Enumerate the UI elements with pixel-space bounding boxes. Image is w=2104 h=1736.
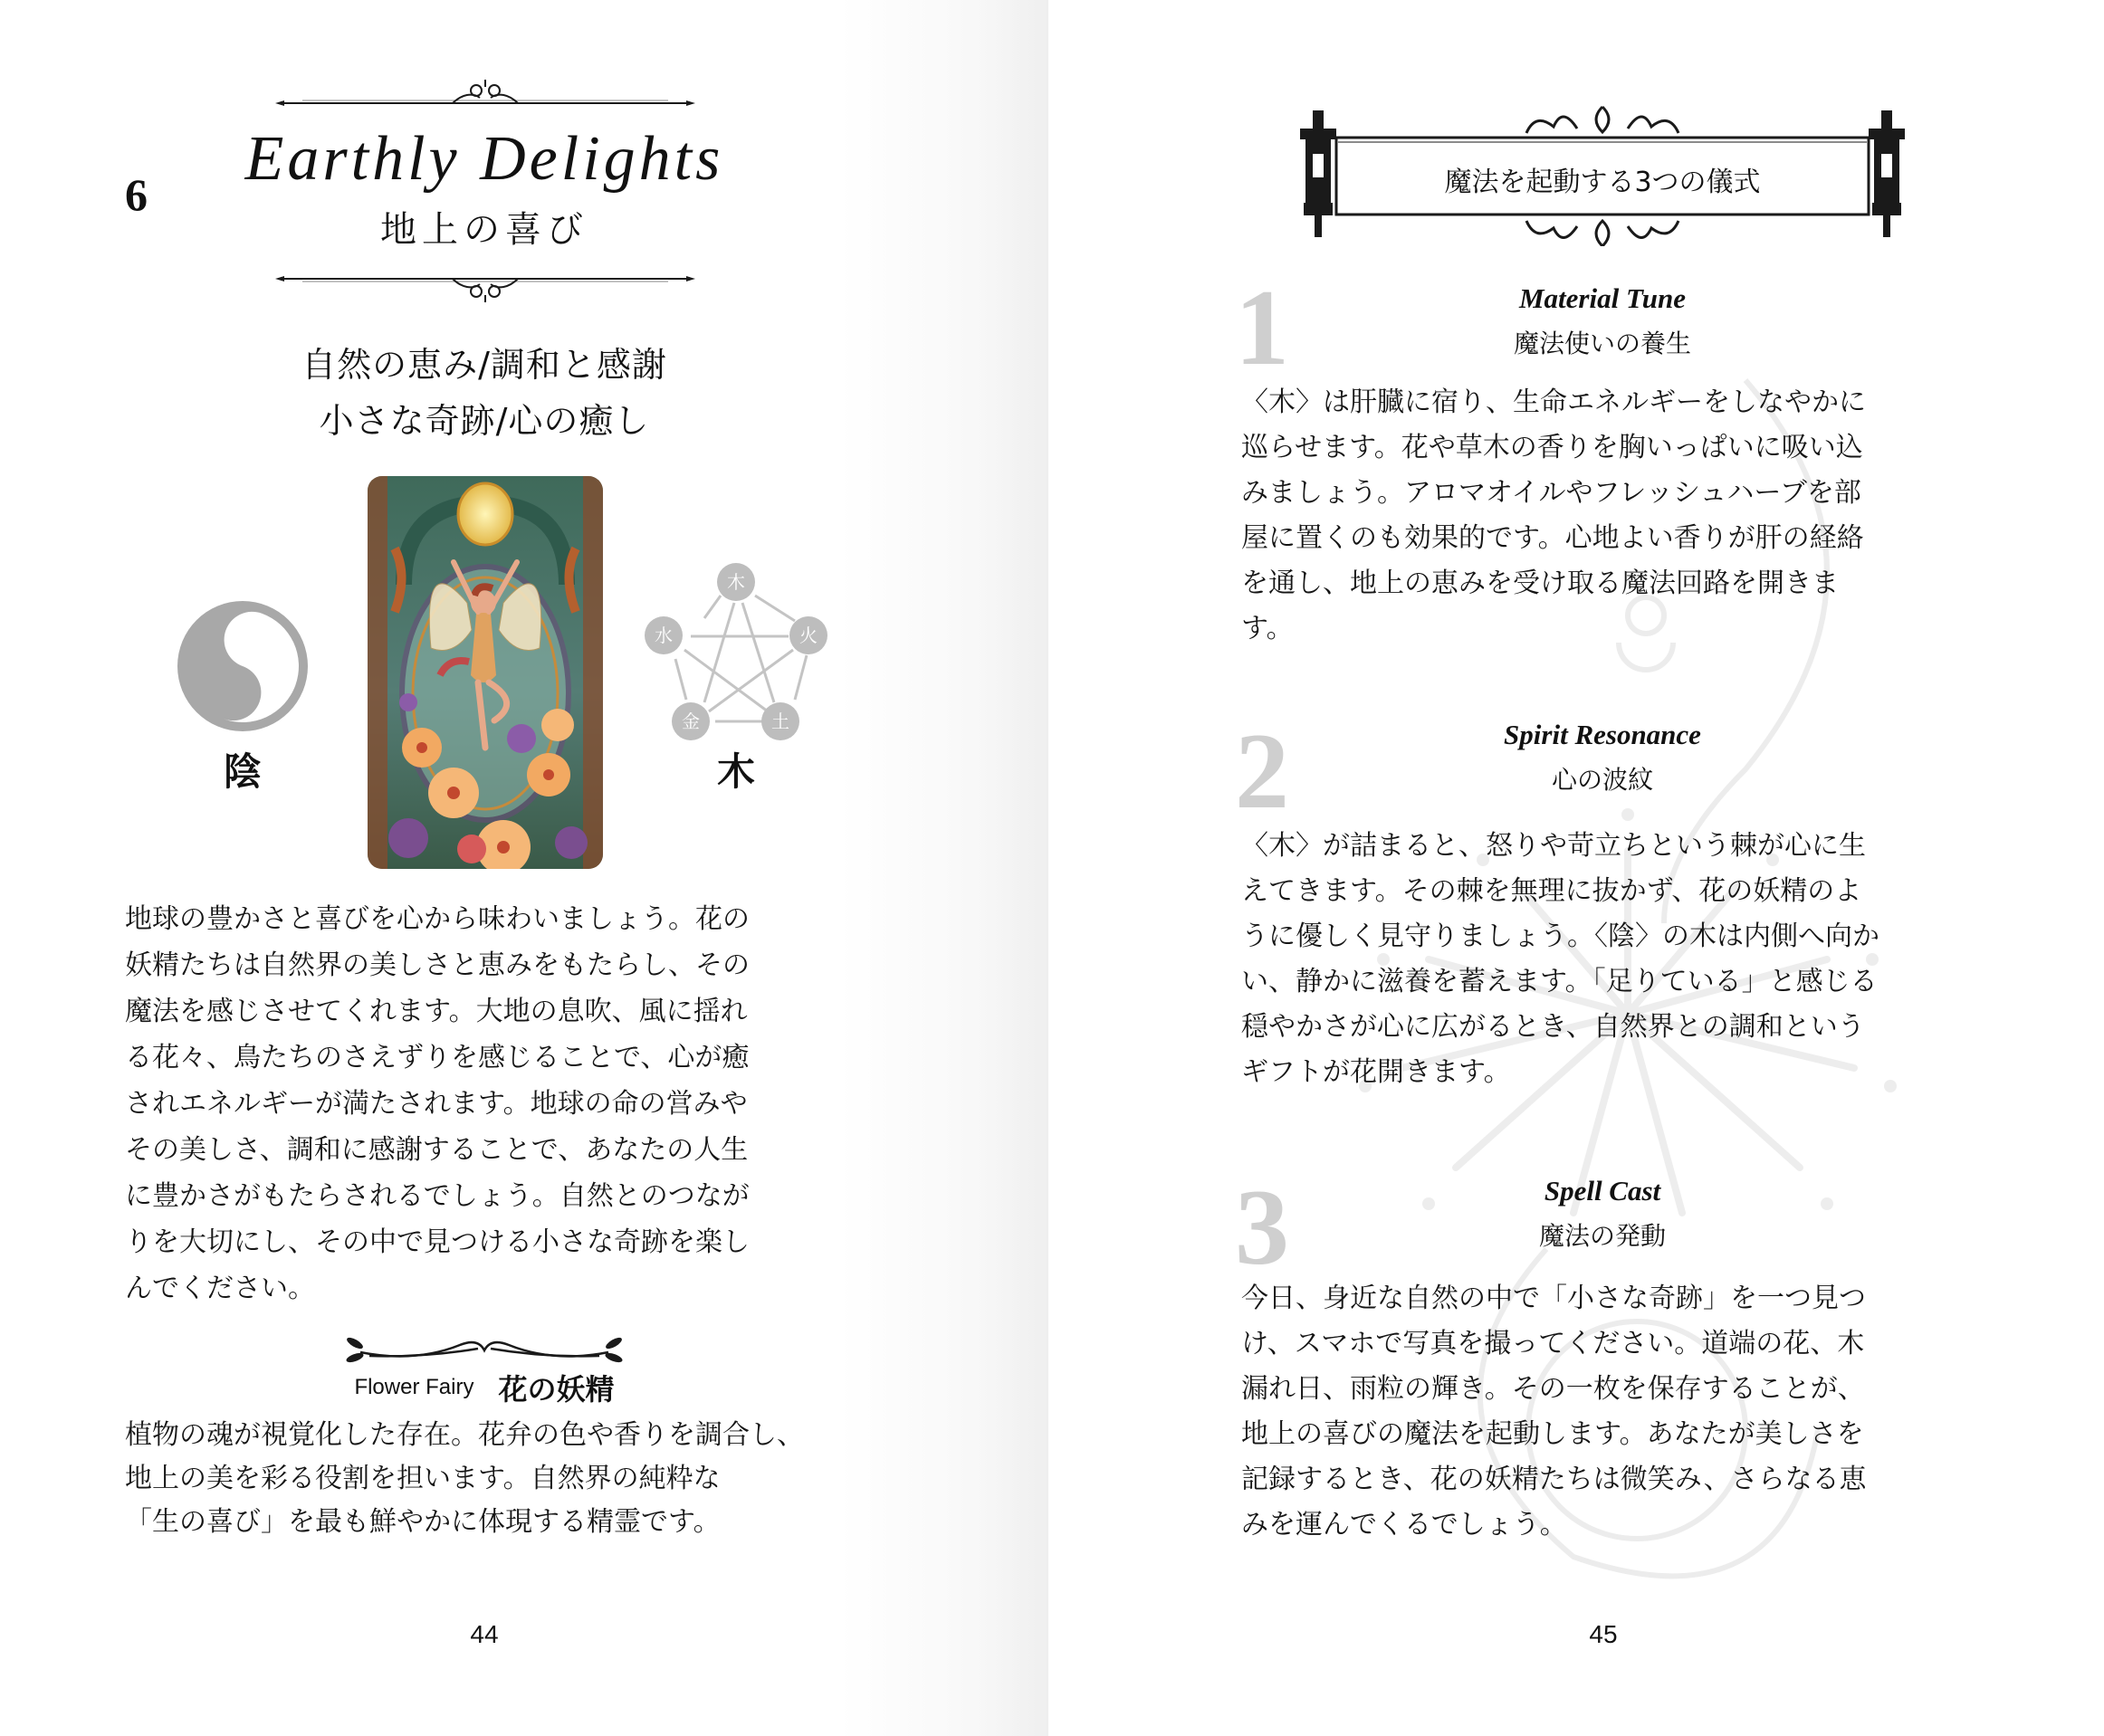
fairy-heading bbox=[354, 1367, 614, 1408]
flower-fairy-card-image bbox=[368, 476, 603, 869]
body-line: りを大切にし、その中で見つける小さな奇跡を楽し bbox=[125, 1226, 750, 1258]
page-number-left: 44 bbox=[470, 1620, 499, 1648]
body-line: い、静かに滋養を蓄えます。「足りている」と感じる bbox=[1241, 966, 1878, 997]
rituals-banner-title: 魔法を起動する3つの儀式 bbox=[1444, 167, 1761, 198]
element-water: 水 bbox=[655, 625, 673, 646]
top-flourish-ornament-icon bbox=[275, 78, 695, 109]
section-2-title-en: Spirit Resonance bbox=[1504, 719, 1701, 750]
bottom-flourish-ornament-icon bbox=[275, 273, 695, 304]
right-page bbox=[1048, 0, 2104, 1736]
section-3-body bbox=[1241, 1276, 1867, 1548]
body-line: 〈木〉は肝臓に宿り、生命エネルギーをしなやかに bbox=[1241, 386, 1866, 418]
keywords-line-2: 小さな奇跡/心の癒し bbox=[319, 401, 650, 441]
body-line: 地上の喜びの魔法を起動します。あなたが美しさを bbox=[1241, 1418, 1864, 1450]
body-line: えてきます。その棘を無理に抜かず、花の妖精のよ bbox=[1241, 875, 1862, 907]
body-line: 地球の豊かさと喜びを心から味わいましょう。花の bbox=[125, 903, 750, 935]
body-line: されエネルギーが満たされます。地球の命の営みや bbox=[125, 1088, 748, 1120]
fairy-name-jp: 花の妖精 bbox=[498, 1372, 615, 1407]
fairy-line: 地上の美を彩る役割を担います。自然界の純粋な bbox=[125, 1463, 721, 1494]
five-elements-pentagon-icon bbox=[641, 559, 831, 749]
yin-label: 陰 bbox=[223, 749, 263, 794]
element-fire: 火 bbox=[799, 625, 818, 646]
keywords-line-1: 自然の恵み/調和と感謝 bbox=[301, 345, 667, 385]
element-earth: 土 bbox=[771, 711, 789, 732]
body-line: ギフトが花開きます。 bbox=[1241, 1056, 1511, 1088]
chapter-number: 6 bbox=[125, 169, 148, 220]
section-1-body bbox=[1241, 380, 1866, 652]
section-2-numeral-icon: 2 bbox=[1235, 711, 1289, 831]
section-1-title-jp: 魔法使いの養生 bbox=[1513, 329, 1692, 358]
left-page bbox=[0, 0, 1048, 1736]
body-line: 〈木〉が詰まると、怒りや苛立ちという棘が心に生 bbox=[1241, 830, 1866, 862]
section-1-title-en: Material Tune bbox=[1518, 282, 1687, 314]
section-3-title-en: Spell Cast bbox=[1544, 1175, 1661, 1207]
body-line: る花々、鳥たちのさえずりを感じることで、心が癒 bbox=[125, 1042, 750, 1073]
section-3-title-jp: 魔法の発動 bbox=[1538, 1221, 1667, 1251]
element-label: 木 bbox=[716, 749, 756, 794]
fairy-name-en: Flower Fairy bbox=[354, 1375, 474, 1399]
section-2-title-jp: 心の波紋 bbox=[1551, 765, 1654, 795]
section-3-numeral-icon: 3 bbox=[1235, 1167, 1289, 1287]
page-number-right: 45 bbox=[1589, 1620, 1618, 1648]
fairy-line: 植物の魂が視覚化した存在。花弁の色や香りを調合し、 bbox=[125, 1419, 804, 1451]
body-line: んでください。 bbox=[125, 1273, 315, 1304]
body-line: うに優しく見守りましょう。〈陰〉の木は内側へ向か bbox=[1241, 920, 1879, 952]
body-line: 漏れ日、雨粒の輝き。その一枚を保存することが、 bbox=[1241, 1373, 1865, 1405]
element-wood: 木 bbox=[727, 571, 745, 593]
body-line: 穏やかさが心に広がるとき、自然界との調和という bbox=[1241, 1011, 1865, 1043]
body-line: に豊かさがもたらされるでしょう。自然とのつなが bbox=[125, 1180, 750, 1212]
body-line: 屋に置くのも効果的です。心地よい香りが肝の経絡 bbox=[1241, 522, 1864, 554]
body-line: け、スマホで写真を撮ってください。道端の花、木 bbox=[1241, 1328, 1865, 1359]
yin-yang-icon bbox=[176, 599, 310, 733]
section-2-body bbox=[1241, 824, 1879, 1095]
fairy-description bbox=[125, 1414, 804, 1544]
body-line: 魔法を感じさせてくれます。大地の息吹、風に揺れ bbox=[125, 996, 748, 1027]
body-line: 記録するとき、花の妖精たちは微笑み、さらなる恵 bbox=[1241, 1464, 1867, 1495]
element-metal: 金 bbox=[682, 711, 700, 732]
body-line: みを運んでくるでしょう。 bbox=[1241, 1509, 1567, 1540]
body-line: 今日、身近な自然の中で「小さな奇跡」を一つ見つ bbox=[1241, 1283, 1866, 1314]
body-line: その美しさ、調和に感謝することで、あなたの人生 bbox=[125, 1134, 749, 1166]
card-title-jp: 地上の喜び bbox=[380, 209, 588, 251]
leaf-divider-ornament-icon bbox=[342, 1332, 626, 1365]
body-line: を通し、地上の恵みを受け取る魔法回路を開きま bbox=[1241, 568, 1839, 599]
body-line: 巡らせます。花や草木の香りを胸いっぱいに吸い込 bbox=[1241, 432, 1863, 463]
card-description bbox=[125, 896, 750, 1312]
body-line: す。 bbox=[1241, 613, 1294, 644]
body-line: 妖精たちは自然界の美しさと恵みをもたらし、その bbox=[125, 949, 750, 981]
section-1-numeral-icon: 1 bbox=[1235, 267, 1289, 387]
card-title-en: Earthly Delights bbox=[244, 124, 724, 194]
body-line: みましょう。アロマオイルやフレッシュハーブを部 bbox=[1241, 477, 1861, 509]
fairy-line: 「生の喜び」を最も鮮やかに体現する精霊です。 bbox=[125, 1506, 721, 1538]
